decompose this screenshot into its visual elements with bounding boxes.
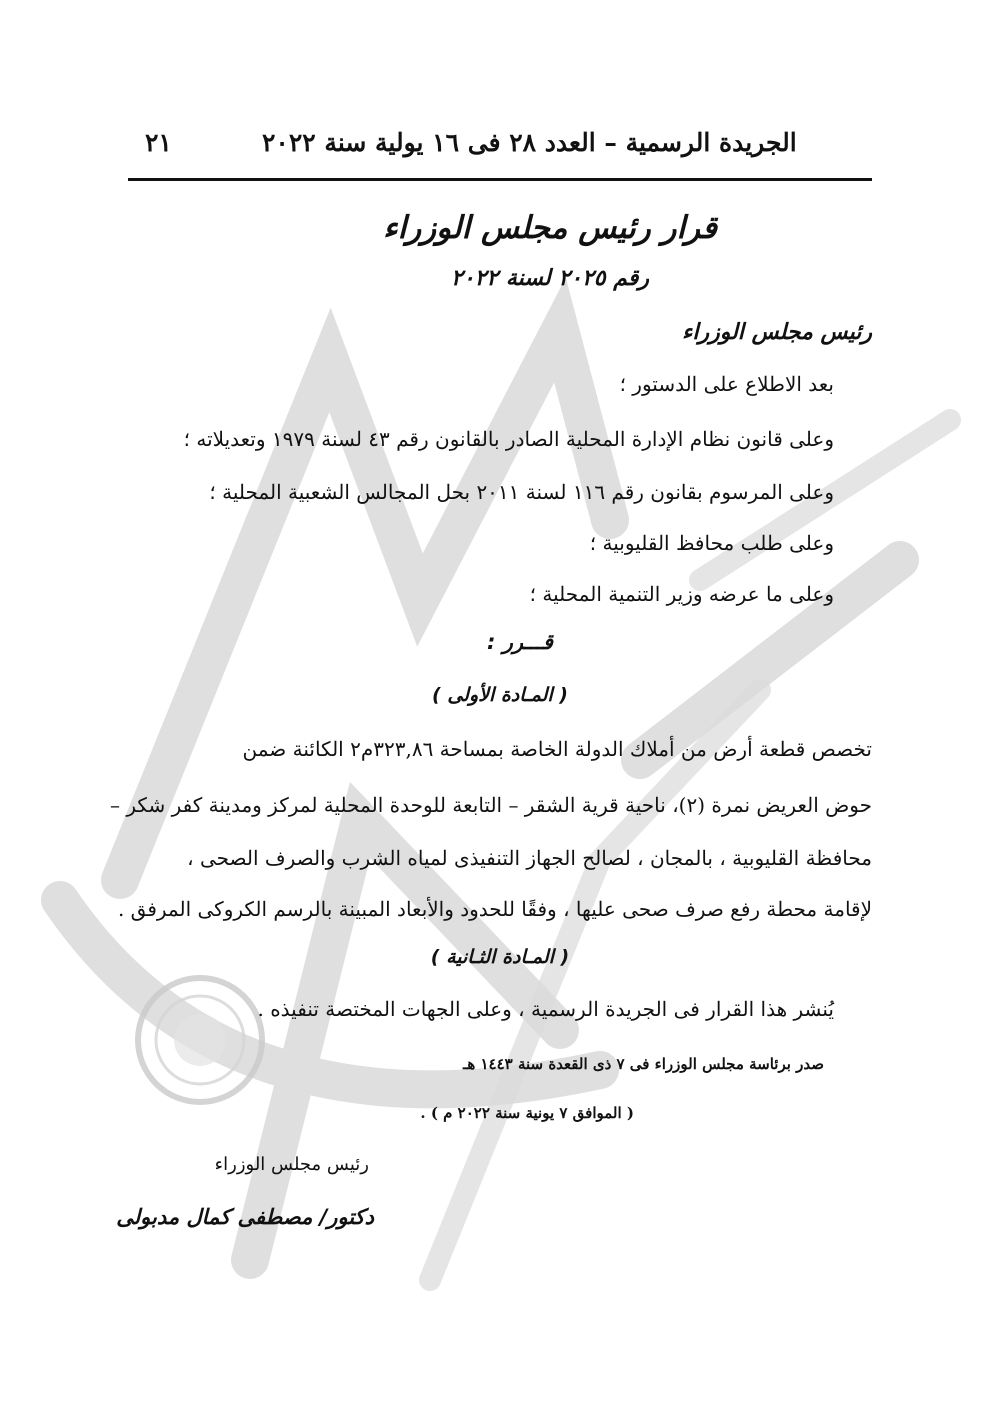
article-2-heading: ( المـادة الثـانية ) [430,946,570,968]
page-number: ٢١ [145,128,172,157]
issuer-heading: رئيس مجلس الوزراء [682,320,872,345]
decided-heading: قـــرر : [487,630,553,654]
preamble-line: وعلى المرسوم بقانون رقم ١١٦ لسنة ٢٠١١ بحل المجالس الشعبية المحلية ؛ [209,480,834,504]
article-1-heading: ( المـادة الأولى ) [432,684,568,706]
issued-gregorian-line: ( الموافق ٧ يونية سنة ٢٠٢٢ م ) . [420,1104,634,1122]
signature-title: رئيس مجلس الوزراء [214,1154,369,1175]
article-1-line: تخصص قطعة أرض من أملاك الدولة الخاصة بمساحة ٣٢٣,٨٦م٢ الكائنة ضمن [242,737,872,761]
issued-date-line: صدر برئاسة مجلس الوزراء فى ٧ ذى القعدة سنة ١٤٤٣ هـ [462,1055,824,1073]
decree-number: رقم ٢٠٢٥ لسنة ٢٠٢٢ [450,266,650,291]
article-1-line: لإقامة محطة رفع صرف صحى عليها ، وفقًا للحدود والأبعاد المبينة بالرسم الكروكى المرفق . [117,897,872,921]
article-1-line: محافظة القليوبية ، بالمجان ، لصالح الجهاز التنفيذى لمياه الشرب والصرف الصحى ، [187,846,872,870]
article-2-text: يُنشر هذا القرار فى الجريدة الرسمية ، وعلى الجهات المختصة تنفيذه . [257,997,834,1021]
preamble-line: بعد الاطلاع على الدستور ؛ [619,372,834,396]
gazette-header-title: الجريدة الرسمية – العدد ٢٨ فى ١٦ يولية سنة ٢٠٢٢ [262,128,797,157]
header-divider [128,178,872,181]
preamble-line: وعلى قانون نظام الإدارة المحلية الصادر بالقانون رقم ٤٣ لسنة ١٩٧٩ وتعديلاته ؛ [183,427,834,451]
article-1-line: حوض العريض نمرة (٢)، ناحية قرية الشقر – التابعة للوحدة المحلية لمركز ومدينة كفر شكر – [110,793,872,817]
preamble-line: وعلى ما عرضه وزير التنمية المحلية ؛ [529,582,834,606]
signature-name: دكتور/ مصطفى كمال مدبولى [116,1205,374,1229]
preamble-line: وعلى طلب محافظ القليوبية ؛ [589,531,834,555]
decree-title: قرار رئيس مجلس الوزراء [383,210,717,246]
